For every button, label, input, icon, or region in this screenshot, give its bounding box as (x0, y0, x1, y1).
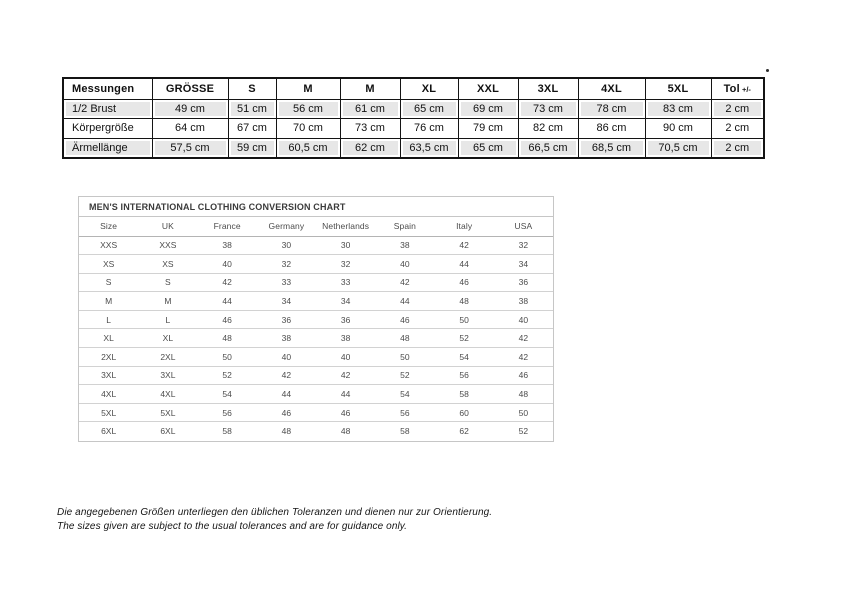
conversion-value-cell: 48 (435, 292, 494, 311)
conversion-value-cell: 32 (257, 255, 316, 274)
footnote-german: Die angegebenen Größen unterliegen den üblichen Toleranzen und dienen nur zur Orientierung. (57, 507, 493, 518)
conversion-value-cell: 56 (375, 403, 434, 422)
measure-value-cell: 61 cm (340, 99, 400, 119)
conversion-value-cell: 46 (198, 310, 257, 329)
measure-value-cell: 63,5 cm (400, 138, 458, 158)
measure-value-cell: 70 cm (276, 119, 340, 139)
conversion-value-cell: 36 (257, 310, 316, 329)
conversion-value-cell: S (138, 273, 197, 292)
conversion-value-cell: 48 (281, 426, 292, 437)
conversion-row (79, 255, 553, 274)
conversion-value-cell: 40 (316, 348, 375, 367)
conversion-value-cell: XS (79, 255, 138, 274)
measure-value-cell: 65 cm (400, 99, 458, 119)
conversion-column-header: France (198, 217, 257, 236)
measure-value-cell: 90 cm (645, 119, 711, 139)
measure-value-cell: 65 cm (458, 138, 518, 158)
conversion-value-cell: 58 (400, 426, 410, 437)
conversion-value-cell: 50 (375, 348, 434, 367)
conversion-value-cell: 44 (375, 292, 434, 311)
conversion-value-cell: 2XL (79, 348, 138, 367)
conversion-chart (78, 196, 554, 442)
conversion-row (79, 348, 553, 367)
measure-value-cell: 83 cm (645, 99, 711, 119)
conversion-value-cell: 38 (375, 236, 434, 255)
measure-column-header: GRÖSSE (152, 78, 228, 99)
conversion-value-cell: 54 (375, 385, 434, 404)
conversion-value-cell: 48 (494, 385, 553, 404)
conversion-value-cell: 34 (316, 292, 375, 311)
conversion-value-cell: 40 (198, 255, 257, 274)
conversion-value-cell: 40 (494, 310, 553, 329)
measure-value-cell: 60,5 cm (276, 138, 340, 158)
conversion-value-cell: 3XL (79, 366, 138, 385)
conversion-column-header: Size (79, 217, 138, 236)
conversion-value-cell: 46 (257, 403, 316, 422)
measure-row (63, 119, 764, 139)
conversion-value-cell: 44 (257, 385, 316, 404)
measure-value-cell: 70,5 cm (645, 138, 711, 158)
conversion-value-cell: 58 (435, 385, 494, 404)
conversion-value-cell: XXS (79, 236, 138, 255)
conversion-row (79, 273, 553, 292)
conversion-column-header: Germany (257, 217, 316, 236)
measure-column-header: Tol +/- (711, 78, 764, 99)
conversion-value-cell: 38 (316, 329, 375, 348)
conversion-value-cell: 54 (198, 385, 257, 404)
conversion-value-cell: 30 (257, 236, 316, 255)
conversion-value-cell: 50 (435, 310, 494, 329)
conversion-value-cell: 56 (435, 366, 494, 385)
measure-row (63, 99, 764, 119)
conversion-value-cell: 42 (494, 329, 553, 348)
measure-value-cell: 73 cm (518, 99, 578, 119)
conversion-value-cell: 33 (257, 273, 316, 292)
conversion-value-cell: 52 (518, 426, 529, 437)
conversion-value-cell: 5XL (138, 403, 197, 422)
conversion-value-cell: 4XL (79, 385, 138, 404)
conversion-header-row (79, 217, 553, 236)
conversion-row (79, 403, 553, 422)
measure-value-cell: 2 cm (711, 138, 764, 158)
conversion-value-cell: 54 (435, 348, 494, 367)
conversion-value-cell: S (79, 273, 138, 292)
conversion-value-cell: 2XL (138, 348, 197, 367)
measure-row-label: Körpergröße (63, 119, 152, 139)
conversion-value-cell: 40 (257, 348, 316, 367)
conversion-value-cell: 42 (435, 236, 494, 255)
conversion-chart-title: MEN'S INTERNATIONAL CLOTHING CONVERSION CHART (79, 197, 553, 217)
conversion-value-cell: 48 (198, 329, 257, 348)
conversion-value-cell: L (79, 310, 138, 329)
measure-value-cell: 73 cm (340, 119, 400, 139)
conversion-row (79, 422, 553, 441)
conversion-value-cell: 44 (198, 292, 257, 311)
conversion-row (79, 329, 553, 348)
conversion-value-cell: 36 (316, 310, 375, 329)
conversion-value-cell: 62 (459, 426, 469, 437)
conversion-value-cell: M (138, 292, 197, 311)
tolerance-suffix: +/- (739, 84, 751, 94)
conversion-value-cell: 3XL (138, 366, 197, 385)
conversion-value-cell: 42 (494, 348, 553, 367)
conversion-value-cell: M (79, 292, 138, 311)
conversion-value-cell: 38 (198, 236, 257, 255)
measure-value-cell: 86 cm (578, 119, 645, 139)
measure-value-cell: 56 cm (276, 99, 340, 119)
conversion-row (79, 385, 553, 404)
measure-value-cell: 79 cm (458, 119, 518, 139)
measure-value-cell: 68,5 cm (578, 138, 645, 158)
conversion-value-cell: 48 (340, 426, 351, 437)
measure-row (63, 138, 764, 158)
measure-value-cell: 78 cm (578, 99, 645, 119)
conversion-value-cell: XS (138, 255, 197, 274)
conversion-chart-table (79, 217, 553, 441)
conversion-value-cell: 44 (435, 255, 494, 274)
measure-column-header: S (228, 78, 276, 99)
conversion-value-cell: 52 (198, 366, 257, 385)
conversion-value-cell: 56 (198, 403, 257, 422)
conversion-value-cell: 32 (316, 255, 375, 274)
conversion-row (79, 292, 553, 311)
conversion-value-cell: 36 (494, 273, 553, 292)
measure-value-cell: 59 cm (228, 138, 276, 158)
conversion-value-cell: 6XL (101, 426, 117, 437)
measure-column-header: 5XL (645, 78, 711, 99)
stray-dot (766, 69, 769, 72)
conversion-value-cell: 38 (257, 329, 316, 348)
measure-column-header: 4XL (578, 78, 645, 99)
conversion-value-cell: 5XL (79, 403, 138, 422)
conversion-column-header: USA (494, 217, 553, 236)
measure-row-label: Ärmellänge (63, 138, 152, 158)
conversion-value-cell: XXS (138, 236, 197, 255)
conversion-value-cell: 42 (198, 273, 257, 292)
conversion-row (79, 310, 553, 329)
conversion-value-cell: 46 (316, 403, 375, 422)
conversion-column-header: UK (138, 217, 197, 236)
conversion-column-header: Italy (435, 217, 494, 236)
conversion-value-cell: 34 (257, 292, 316, 311)
measure-value-cell: 82 cm (518, 119, 578, 139)
measure-value-cell: 76 cm (400, 119, 458, 139)
conversion-value-cell: 38 (494, 292, 553, 311)
measure-column-header: Messungen (63, 78, 152, 99)
conversion-value-cell: 50 (198, 348, 257, 367)
footnote-english: The sizes given are subject to the usual tolerances and are for guidance only. (57, 520, 408, 532)
conversion-row (79, 366, 553, 385)
measurements-table (62, 77, 765, 159)
conversion-value-cell: 58 (222, 426, 232, 437)
measure-value-cell: 69 cm (458, 99, 518, 119)
conversion-column-header: Netherlands (316, 217, 375, 236)
conversion-value-cell: 46 (494, 366, 553, 385)
footnote (57, 506, 492, 533)
conversion-value-cell: 40 (375, 255, 434, 274)
measure-value-cell: 57,5 cm (152, 138, 228, 158)
conversion-value-cell: 32 (494, 236, 553, 255)
measure-column-header: M (276, 78, 340, 99)
conversion-value-cell: 42 (257, 366, 316, 385)
measure-value-cell: 51 cm (228, 99, 276, 119)
conversion-value-cell: XL (79, 329, 138, 348)
conversion-value-cell: 46 (435, 273, 494, 292)
measurements-header-row (63, 78, 764, 99)
conversion-value-cell: 33 (316, 273, 375, 292)
measure-column-header: 3XL (518, 78, 578, 99)
measure-row-label: 1/2 Brust (63, 99, 152, 119)
conversion-value-cell: 42 (375, 273, 434, 292)
measure-column-header: XXL (458, 78, 518, 99)
conversion-column-header: Spain (375, 217, 434, 236)
measure-column-header: M (340, 78, 400, 99)
measure-value-cell: 49 cm (152, 99, 228, 119)
conversion-value-cell: 52 (375, 366, 434, 385)
measure-value-cell: 62 cm (340, 138, 400, 158)
measure-value-cell: 67 cm (228, 119, 276, 139)
conversion-value-cell: 34 (494, 255, 553, 274)
conversion-value-cell: 6XL (160, 426, 176, 437)
measure-value-cell: 2 cm (711, 119, 764, 139)
conversion-value-cell: 50 (494, 403, 553, 422)
measure-value-cell: 64 cm (152, 119, 228, 139)
measure-value-cell: 2 cm (711, 99, 764, 119)
conversion-value-cell: 42 (316, 366, 375, 385)
conversion-value-cell: 46 (375, 310, 434, 329)
conversion-value-cell: 52 (435, 329, 494, 348)
conversion-value-cell: 44 (316, 385, 375, 404)
conversion-value-cell: 30 (316, 236, 375, 255)
conversion-value-cell: 60 (435, 403, 494, 422)
conversion-value-cell: L (138, 310, 197, 329)
measure-value-cell: 66,5 cm (518, 138, 578, 158)
measure-column-header: XL (400, 78, 458, 99)
conversion-value-cell: XL (138, 329, 197, 348)
conversion-value-cell: 4XL (138, 385, 197, 404)
conversion-row (79, 236, 553, 255)
conversion-value-cell: 48 (375, 329, 434, 348)
